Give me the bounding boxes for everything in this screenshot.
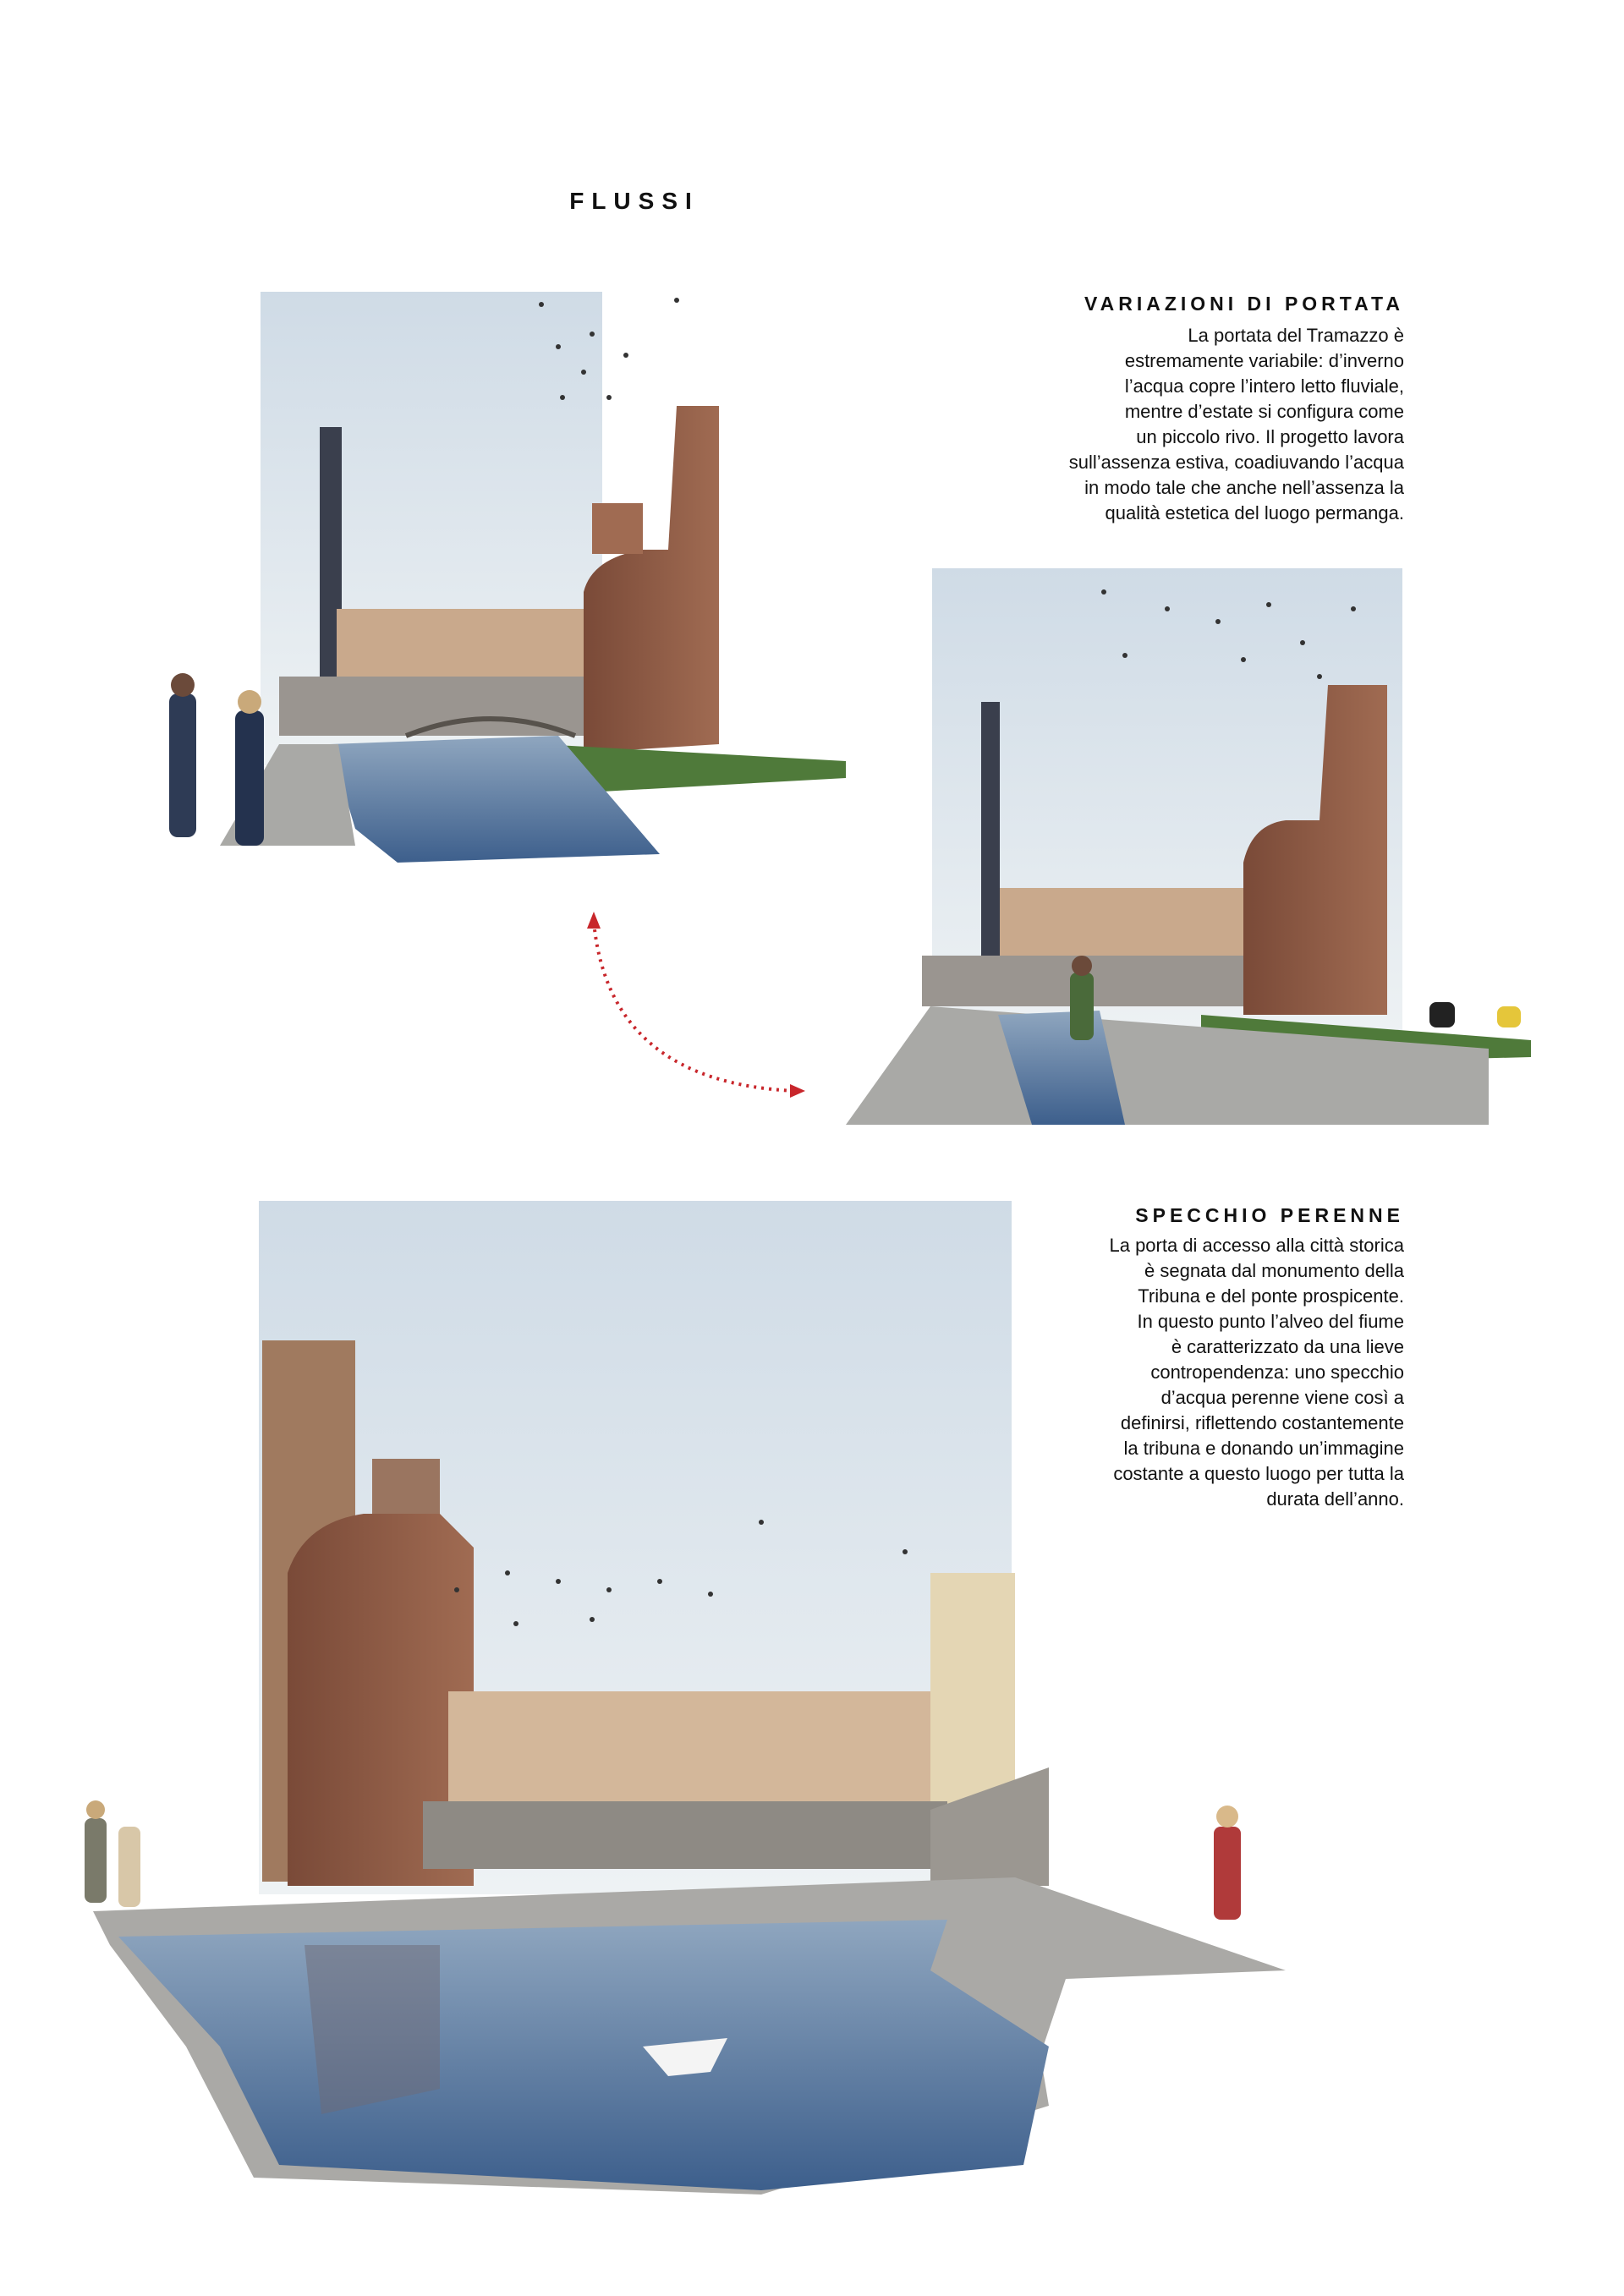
arrow-head-right — [790, 1084, 805, 1098]
mirror-heading: SPECCHIO PERENNE — [1135, 1204, 1404, 1226]
page-title: FLUSSI — [569, 188, 700, 214]
scene-winter-flow — [169, 292, 846, 863]
tribuna-tower — [584, 406, 719, 753]
tower-reflection — [304, 1945, 440, 2114]
variations-text: La portata del Tramazzo è estremamente variabile: d’inverno l’acqua copre l’intero letto fluviale, mentre d’estate si configura come un piccolo rivo. Il progetto lavora sull’assenza estiva, coadiuvando l’acqua in modo tale che anche nell’assenza la qualità estetica del luogo permanga. — [1068, 325, 1404, 523]
transition-arrow-path — [594, 922, 795, 1091]
arrow-head-up — [587, 912, 601, 929]
stone-bridge — [922, 956, 1277, 1006]
mirror-text: La porta di accesso alla città storica è segnata dal monumento della Tribuna e del ponte prospicente. In questo punto l’alveo del fiume è caratterizzato da una lieve contropendenza: uno specchio d’acqua perenne viene così a definirsi, riflettendo costantemente la tribuna e donando un’immagine costante a questo luogo per tutta la durata dell’anno. — [1109, 1235, 1404, 1510]
walking-people — [169, 673, 264, 846]
variations-heading: VARIAZIONI DI PORTATA — [1084, 293, 1404, 315]
scene-perennial-mirror — [85, 1201, 1286, 2195]
yellow-building — [930, 1573, 1015, 1810]
stone-bridge — [423, 1801, 947, 1869]
scene-summer-flow — [846, 568, 1531, 1125]
